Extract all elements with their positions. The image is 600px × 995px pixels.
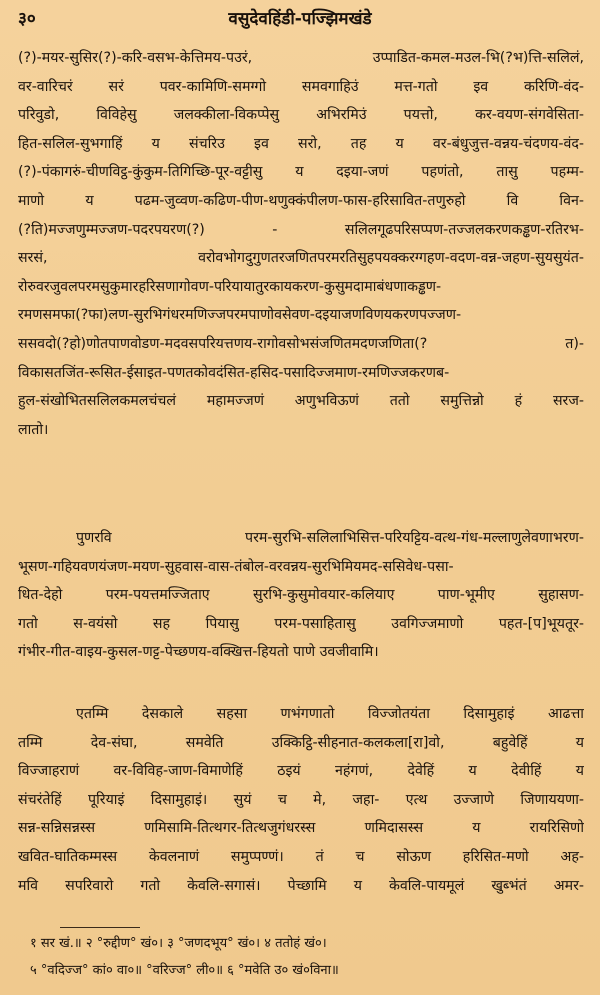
footnote-line: ५ °वदिज्ज° कां० वा०॥ °वरिज्ज° ली०॥ ६ °मवेति उ० खं०विना॥ (30, 963, 339, 978)
text-line: (?)-मयर-सुसिर(?)-करि-वसभ-केत्तिमय-पउरं, उप्पाडित-कमल-मउल-भि(?भ)त्ति-सलिलं, (18, 50, 584, 66)
text-line: हित-सलिल-सुभगाहिं य संचरिउ इव सरो, तह य वर-बंधुजुत्त-वन्नय-चंदणय-वंद- (18, 135, 584, 152)
text-line: (?)-पंकागरुं-चीणविट्ठ-कुंकुम-तिगिच्छि-पूर-वट्टीसु य दइया-जणं पहणंतो, तासु पहम्म- (18, 164, 584, 181)
footnotes (30, 930, 585, 984)
text-line: खवित-घातिकम्मस्स केवलनाणं समुप्पण्णं। तं च सोऊण हरिसित-मणो अह- (18, 848, 584, 865)
paragraph-1 (18, 44, 584, 444)
running-title: वसुदेवहिंडी-पज्झिमखंडे (228, 9, 372, 29)
text-line: हुल-संखोभितसलिलकमलचंचलं महामज्जणं अणुभविऊणं ततो समुत्तिन्नो हं सरज- (18, 393, 584, 410)
paragraph-2 (18, 524, 584, 667)
text-line: माणो य पढम-जुव्वण-कढिण-पीण-थणुक्कंपीलण-फास-हरिसावित-तणुरुहो वि विन- (18, 192, 584, 209)
text-line: लातो। (18, 421, 49, 438)
text-line: संचरंतेहिं पूरियाइं दिसामुहाइं। सुयं च मे, जहा- एत्थ उज्जाणे जिणाययणा- (18, 791, 584, 808)
text-line: गंभीर-गीत-वाइय-कुसल-णट्ट-पेच्छणय-वक्खित्त-हियतो पाणे उवजीवामि। (18, 644, 379, 661)
text-line: ससवदो(?हो)णोतपाणवोडण-मदवसपरियत्तणय-रागोवसोभसंजणितमदणजणिता(? त)- (18, 335, 584, 352)
text-line: सन्न-सन्निसन्नस्स णमिसामि-तित्थगर-तित्थजुगंधरस्स णमिदासस्स य रायरिसिणो (18, 820, 584, 837)
text-line: विकासतजिंत-रूसित-ईसाइत-पणतकोवदंसित-हसिद-पसादिज्जमाण-रमणिज्जकरणब- (18, 364, 450, 381)
text-line: भूसण-गहियवणयंजण-मयण-सुहवास-वास-तंबोल-वरवन्नय-सुरभिमियमद-ससिवेध-पसा- (18, 558, 454, 575)
text-line: रमणसमफा(?फा)लण-सुरभिगंधरमणिज्जपरमपाणोवसेवण-दइयाजणविणयकरणपज्जण- (18, 307, 462, 324)
page-header (0, 4, 600, 30)
footnote-divider (60, 927, 140, 928)
paragraph-3 (18, 700, 584, 900)
text-line: वर-वारिचरं सरं पवर-कामिणि-समग्गो समवगाहिउं मत्त-गतो इव करिणि-वंद- (18, 78, 584, 95)
text-line: (?ति)मज्जणुम्मज्जण-पदरपयरण(?) - सलिलगूढपरिसप्पण-तज्जलकरणकड्ढण-रतिरभ- (18, 221, 584, 238)
text-line: पुणरवि परम-सुरभि-सलिलाभिसित्त-परियट्टिय-वत्थ-गंध-मल्लाणुलेवणाभरण- (76, 530, 584, 546)
footnote-line: १ सर खं.॥ २ °रुद्दीण° खं०। ३ °जणदभूय° खं०। ४ ततोहं खं०। (30, 936, 327, 951)
text-line: धित-देहो परम-पयत्तमज्जिताए सुरभि-कुसुमोवयार-कलियाए पाण-भूमीए सुहासण- (18, 587, 584, 604)
text-line: सरसं, वरोवभोगदुगुणतरजणितपरमरतिसुहपयक्करग्गहण-वदण-वन्न-जहण-सुयसुयंत- (18, 250, 584, 267)
text-line: गतो स-वयंसो सह पियासु परम-पसाहितासु उवगिज्जमाणो पहत-[प]भूयतूर- (18, 615, 584, 632)
text-line: विज्जाहराणं वर-विविह-जाण-विमाणेहिं ठइयं नहंगणं, देवेहिं य देवीहिं य (18, 763, 584, 780)
text-line: तम्मि देव-संघा, समवेति उक्किट्ठि-सीहनात-कलकला[रा]वो, बहुवेहिं य (18, 734, 584, 751)
text-line: परिवुडो, विविहेसु जलक्कीला-विकप्पेसु अभिरमिउं पयत्तो, कर-वयण-संगवेसिता- (18, 107, 584, 124)
text-line: मवि सपरिवारो गतो केवलि-सगासं। पेच्छामि य केवलि-पायमूलं खुब्भंतं अमर- (18, 877, 584, 894)
page-number: ३० (18, 9, 36, 29)
text-line: रोरुवरजुवलपरमसुकुमारहरिसणागोवण-परियायातुरकायकरण-कुसुमदामाबंधणाकड्ढण- (18, 278, 442, 295)
text-line: एतम्मि देसकाले सहसा णभंगणातो विज्जोतयंता दिसामुहाइं आढत्ता (76, 706, 584, 722)
